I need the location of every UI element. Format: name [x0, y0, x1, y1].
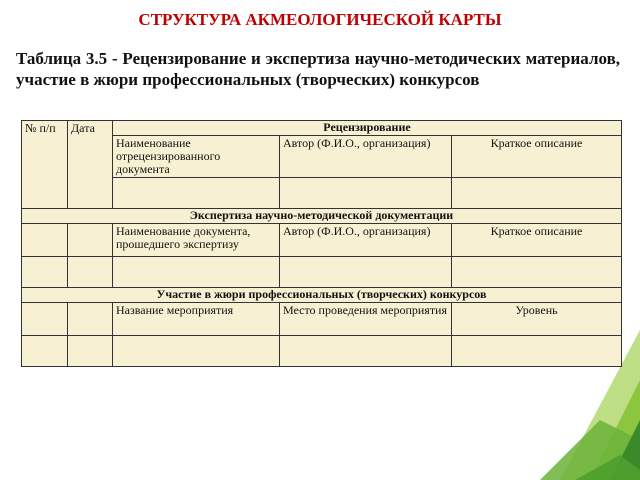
- section-title-expertise: Экспертиза научно-методической документации: [22, 209, 622, 224]
- header-number: № п/п: [22, 121, 68, 209]
- cell-empty: [113, 336, 280, 367]
- header-event-level: Уровень: [452, 303, 622, 336]
- section-title-review: Рецензирование: [113, 121, 622, 136]
- cell-empty: [452, 336, 622, 367]
- cell-empty: [22, 336, 68, 367]
- cell-empty: [22, 224, 68, 257]
- cell-empty: [280, 178, 452, 209]
- header-expertise-description: Краткое описание: [452, 224, 622, 257]
- cell-empty: [68, 224, 113, 257]
- table-row: [22, 336, 622, 367]
- cell-empty: [452, 178, 622, 209]
- header-expertise-document: Наименование документа, прошедшего экспертизу: [113, 224, 280, 257]
- header-event-name: Название мероприятия: [113, 303, 280, 336]
- header-review-description: Краткое описание: [452, 136, 622, 178]
- cell-empty: [22, 303, 68, 336]
- cell-empty: [280, 336, 452, 367]
- header-event-place: Место проведения мероприятия: [280, 303, 452, 336]
- cell-empty: [113, 178, 280, 209]
- section-title-jury: Участие в жюри профессиональных (творческих) конкурсов: [22, 288, 622, 303]
- cell-empty: [22, 257, 68, 288]
- header-reviewed-document: Наименование отрецензированного документа: [113, 136, 280, 178]
- header-expertise-author: Автор (Ф.И.О., организация): [280, 224, 452, 257]
- akmeology-table: [21, 120, 622, 367]
- cell-empty: [68, 257, 113, 288]
- cell-empty: [280, 257, 452, 288]
- header-date: Дата: [68, 121, 113, 209]
- table-row: [22, 257, 622, 288]
- header-review-author: Автор (Ф.И.О., организация): [280, 136, 452, 178]
- cell-empty: [113, 257, 280, 288]
- cell-empty: [68, 336, 113, 367]
- page-title: СТРУКТУРА АКМЕОЛОГИЧЕСКОЙ КАРТЫ: [138, 10, 502, 29]
- table-caption: Таблица 3.5 - Рецензирование и экспертиза научно-методических материалов, участие в жюри профессиональных (творческих) конкурсов: [16, 49, 620, 89]
- cell-empty: [452, 257, 622, 288]
- cell-empty: [68, 303, 113, 336]
